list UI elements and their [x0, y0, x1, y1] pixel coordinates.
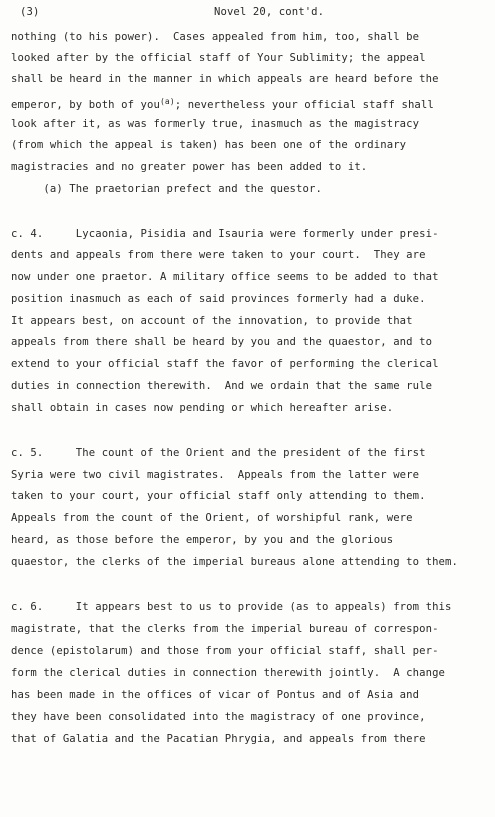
page-number: (3)	[20, 6, 40, 18]
text-line: appeals from there shall be heard by you and the quaestor, and to	[11, 336, 433, 348]
text-line: duties in connection therewith. And we ordain that the same rule	[11, 380, 433, 392]
section-heading-line: c. 4. Lycaonia, Pisidia and Isauria were formerly under presi-	[11, 228, 439, 240]
section-heading-line: c. 6. It appears best to us to provide (as to appeals) from this	[11, 601, 452, 613]
text-line: now under one praetor. A military office seems to be added to that	[11, 271, 439, 283]
running-head: Novel 20, cont'd.	[214, 6, 325, 18]
text-line: looked after by the official staff of Your Sublimity; the appeal	[11, 52, 426, 64]
text-line: shall obtain in cases now pending or which hereafter arise.	[11, 402, 394, 414]
text-line: they have been consolidated into the magistracy of one province,	[11, 711, 426, 723]
text-line: that of Galatia and the Pacatian Phrygia, and appeals from there	[11, 733, 426, 745]
text-line: dents and appeals from there were taken to your court. They are	[11, 249, 426, 261]
text-line: magistracies and no greater power has been added to it.	[11, 161, 368, 173]
text-line: quaestor, the clerks of the imperial bureaus alone attending to them.	[11, 556, 458, 568]
footnote: (a) The praetorian prefect and the questor.	[11, 183, 322, 195]
text-line: (from which the appeal is taken) has been one of the ordinary	[11, 139, 407, 151]
text-line: extend to your official staff the favor of performing the clerical	[11, 358, 439, 370]
text-line: Appeals from the count of the Orient, of worshipful rank, were	[11, 512, 413, 524]
text-line: nothing (to his power). Cases appealed from him, too, shall be	[11, 31, 420, 43]
text-line: taken to your court, your official staff only attending to them.	[11, 490, 426, 502]
text-line: has been made in the offices of vicar of Pontus and of Asia and	[11, 689, 420, 701]
text-line: magistrate, that the clerks from the imperial bureau of correspon-	[11, 623, 439, 635]
text-line: It appears best, on account of the innovation, to provide that	[11, 315, 413, 327]
text-line: look after it, as was formerly true, inasmuch as the magistracy	[11, 118, 420, 130]
text-line: heard, as those before the emperor, by you and the glorious	[11, 534, 394, 546]
section-heading-line: c. 5. The count of the Orient and the president of the first	[11, 447, 426, 459]
text-line: emperor, by both of you$^{(a)}$; nevertheless your official staff shall	[11, 97, 434, 111]
text-line: position inasmuch as each of said provinces formerly had a duke.	[11, 293, 426, 305]
page-header	[0, 6, 495, 26]
text-line: form the clerical duties in connection therewith jointly. A change	[11, 667, 446, 679]
text-line: dence (epistolarum) and those from your official staff, shall per-	[11, 645, 439, 657]
text-line: shall be heard in the manner in which appeals are heard before the	[11, 73, 439, 85]
text-line: Syria were two civil magistrates. Appeals from the latter were	[11, 469, 420, 481]
footnote-marker: (a)	[160, 97, 175, 106]
